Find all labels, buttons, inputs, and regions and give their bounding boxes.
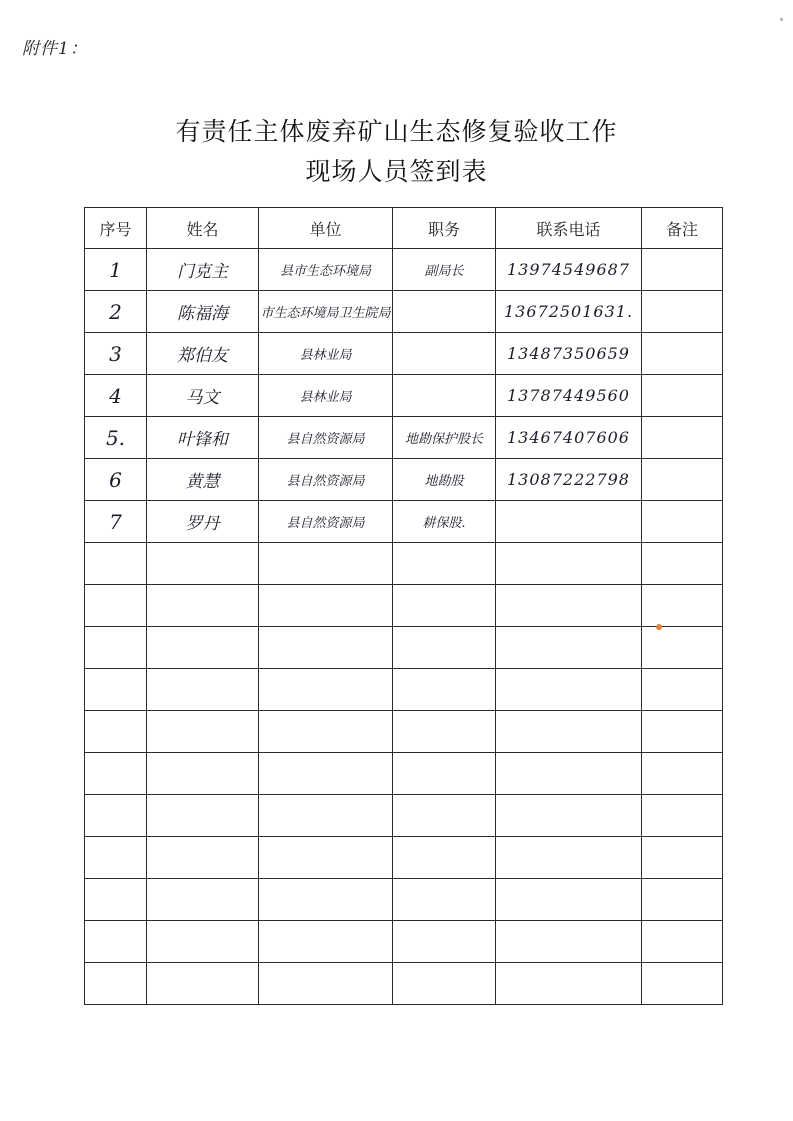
empty-cell [85, 879, 147, 921]
empty-cell [642, 669, 723, 711]
empty-cell [393, 795, 496, 837]
empty-cell [85, 963, 147, 1005]
empty-cell [496, 921, 642, 963]
empty-table-row [85, 711, 723, 753]
header-seq: 序号 [85, 208, 147, 249]
cell-seq: 4 [85, 375, 147, 417]
empty-cell [496, 753, 642, 795]
empty-table-row [85, 921, 723, 963]
empty-cell [147, 753, 259, 795]
ink-stain [656, 624, 662, 630]
cell-remark [642, 333, 723, 375]
empty-cell [259, 543, 393, 585]
empty-cell [496, 585, 642, 627]
cell-seq: 1 [85, 249, 147, 291]
cell-position [393, 291, 496, 333]
cell-position [393, 333, 496, 375]
empty-table-row [85, 627, 723, 669]
empty-cell [85, 795, 147, 837]
header-unit: 单位 [259, 208, 393, 249]
empty-table-row [85, 753, 723, 795]
cell-name: 罗丹 [147, 501, 259, 543]
cell-position: 地勘保护股长 [393, 417, 496, 459]
cell-name: 郑伯友 [147, 333, 259, 375]
empty-cell [642, 879, 723, 921]
empty-cell [259, 921, 393, 963]
empty-cell [393, 879, 496, 921]
table-row [85, 333, 723, 375]
empty-cell [393, 711, 496, 753]
empty-cell [496, 837, 642, 879]
empty-cell [147, 669, 259, 711]
cell-unit: 县自然资源局 [259, 459, 393, 501]
empty-cell [642, 543, 723, 585]
empty-cell [259, 963, 393, 1005]
cell-remark [642, 417, 723, 459]
cell-name: 黄慧 [147, 459, 259, 501]
cell-position: 耕保股. [393, 501, 496, 543]
empty-cell [259, 879, 393, 921]
empty-cell [85, 921, 147, 963]
table-row [85, 501, 723, 543]
empty-table-row [85, 837, 723, 879]
empty-table-row [85, 963, 723, 1005]
header-name: 姓名 [147, 208, 259, 249]
empty-table-row [85, 669, 723, 711]
empty-cell [393, 837, 496, 879]
cell-name: 叶锋和 [147, 417, 259, 459]
table-row [85, 375, 723, 417]
empty-cell [85, 753, 147, 795]
cell-remark [642, 501, 723, 543]
empty-cell [259, 795, 393, 837]
cell-unit: 市生态环境局卫生院局 [259, 291, 393, 333]
cell-phone [496, 501, 642, 543]
cell-phone: 13787449560 [496, 375, 642, 417]
empty-cell [85, 837, 147, 879]
cell-remark [642, 249, 723, 291]
empty-cell [147, 795, 259, 837]
empty-cell [496, 669, 642, 711]
empty-cell [147, 543, 259, 585]
empty-cell [496, 627, 642, 669]
cell-unit: 县自然资源局 [259, 501, 393, 543]
cell-remark [642, 291, 723, 333]
empty-cell [642, 921, 723, 963]
header-phone: 联系电话 [496, 208, 642, 249]
header-position: 职务 [393, 208, 496, 249]
empty-cell [496, 963, 642, 1005]
empty-cell [642, 795, 723, 837]
cell-unit: 县林业局 [259, 375, 393, 417]
empty-cell [147, 711, 259, 753]
cell-phone: 13087222798 [496, 459, 642, 501]
cell-phone: 13467407606 [496, 417, 642, 459]
cell-unit: 县市生态环境局 [259, 249, 393, 291]
cell-remark [642, 459, 723, 501]
cell-name: 门克主 [147, 249, 259, 291]
empty-cell [393, 921, 496, 963]
empty-cell [642, 837, 723, 879]
empty-cell [393, 963, 496, 1005]
table-row [85, 249, 723, 291]
empty-table-row [85, 879, 723, 921]
cell-position: 地勘股 [393, 459, 496, 501]
cell-phone: 13487350659 [496, 333, 642, 375]
empty-table-row [85, 543, 723, 585]
empty-cell [259, 585, 393, 627]
empty-cell [496, 879, 642, 921]
cell-seq: 3 [85, 333, 147, 375]
table-row [85, 417, 723, 459]
cell-seq: 5. [85, 417, 147, 459]
empty-cell [393, 627, 496, 669]
empty-cell [259, 627, 393, 669]
cell-seq: 6 [85, 459, 147, 501]
empty-cell [496, 543, 642, 585]
empty-cell [147, 837, 259, 879]
cell-unit: 县自然资源局 [259, 417, 393, 459]
cell-remark [642, 375, 723, 417]
cell-position [393, 375, 496, 417]
empty-table-row [85, 795, 723, 837]
table-row [85, 291, 723, 333]
empty-cell [147, 585, 259, 627]
table-row [85, 459, 723, 501]
empty-cell [393, 543, 496, 585]
empty-cell [642, 627, 723, 669]
empty-cell [259, 669, 393, 711]
empty-cell [642, 585, 723, 627]
empty-cell [147, 627, 259, 669]
empty-cell [85, 669, 147, 711]
empty-cell [259, 837, 393, 879]
empty-cell [259, 753, 393, 795]
empty-cell [642, 753, 723, 795]
empty-table-row [85, 585, 723, 627]
form-title: 有责任主体废弃矿山生态修复验收工作 [175, 117, 618, 146]
empty-cell [85, 585, 147, 627]
header-remark: 备注 [642, 208, 723, 249]
sign-in-table [84, 207, 723, 1005]
cell-phone: 13974549687 [496, 249, 642, 291]
form-subtitle: 现场人员签到表 [305, 157, 488, 186]
cell-seq: 2 [85, 291, 147, 333]
empty-cell [496, 795, 642, 837]
empty-cell [85, 711, 147, 753]
empty-rows-group [85, 543, 723, 1005]
empty-cell [393, 753, 496, 795]
empty-cell [393, 585, 496, 627]
empty-cell [642, 963, 723, 1005]
empty-cell [496, 711, 642, 753]
table-header-row [85, 208, 723, 249]
empty-cell [147, 921, 259, 963]
cell-name: 陈福海 [147, 291, 259, 333]
attachment-note: 附件1： [22, 39, 88, 59]
empty-cell [85, 543, 147, 585]
empty-cell [147, 963, 259, 1005]
empty-cell [259, 711, 393, 753]
empty-cell [642, 711, 723, 753]
scan-speck [780, 18, 783, 21]
empty-cell [147, 879, 259, 921]
empty-cell [85, 627, 147, 669]
cell-position: 副局长 [393, 249, 496, 291]
cell-name: 马文 [147, 375, 259, 417]
cell-unit: 县林业局 [259, 333, 393, 375]
cell-phone: 13672501631. [496, 291, 642, 333]
empty-cell [393, 669, 496, 711]
cell-seq: 7 [85, 501, 147, 543]
